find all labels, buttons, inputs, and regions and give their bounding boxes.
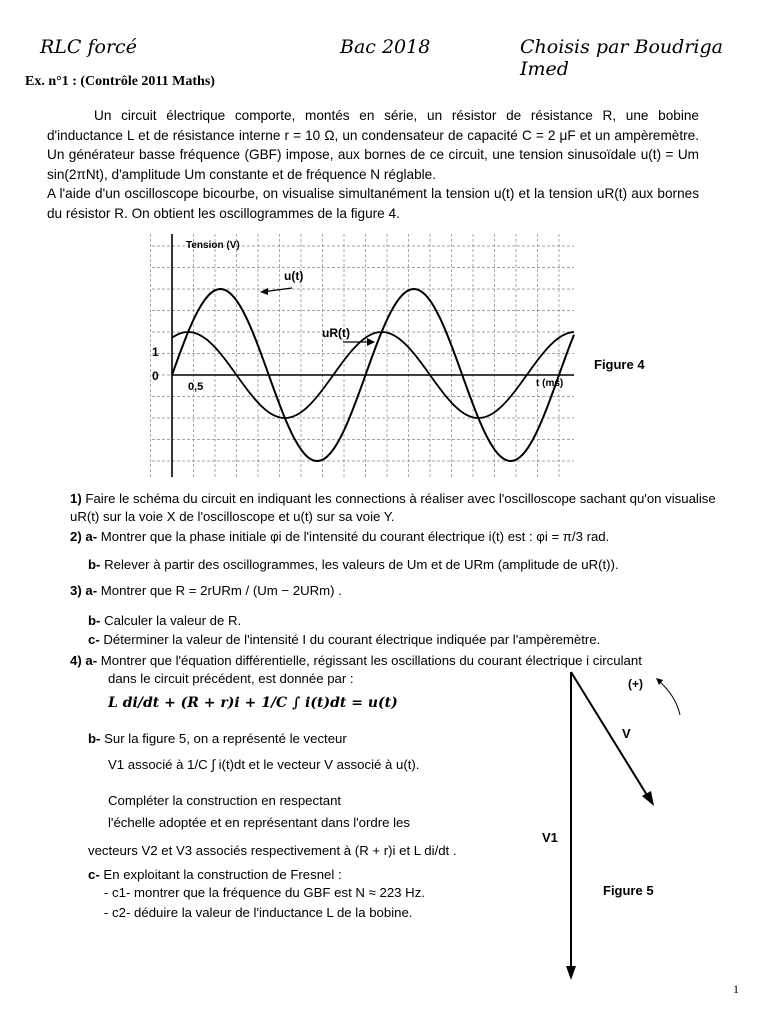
header-year: Bac 2018 (340, 36, 431, 58)
question-4b: b- Sur la figure 5, on a représenté le vecteur (88, 731, 347, 746)
vector-v-head (642, 791, 654, 806)
figure4-oscillogram (140, 222, 580, 484)
label-u: u(t) (284, 269, 304, 283)
q4b-text-2: V1 associé à 1/C ∫ i(t)dt et le vecteur V associé à u(t). (108, 757, 420, 772)
question-3c: c- Déterminer la valeur de l'intensité I du courant électrique indiquée par l'ampèremètre. (88, 632, 601, 647)
q4c1-text: - c1- montrer que la fréquence du GBF est N ≈ 223 Hz. (104, 885, 425, 900)
q3b-text: Calculer la valeur de R. (104, 613, 242, 628)
q2b-text: Relever à partir des oscillogrammes, les valeurs de Um et de URm (amplitude de uR(t)). (104, 557, 619, 572)
q4b-text-4: l'échelle adoptée et en représentant dans l'ordre les (108, 815, 410, 830)
arrow-uR-head (367, 338, 375, 346)
header-topic: RLC forcé (40, 36, 137, 58)
tick-x: 0,5 (188, 381, 204, 393)
figure5-vectors (530, 660, 730, 990)
x-axis-label: t (ms) (536, 378, 564, 389)
vector-v1-head (566, 966, 576, 980)
q4a-equation: L di/dt + (R + r)i + 1/C ∫ i(t)dt = u(t) (108, 695, 398, 711)
q3a-text: Montrer que R = 2rURm / (Um − 2URm) . (100, 583, 342, 598)
intro-text-2: A l'aide d'un oscilloscope bicourbe, on visualise simultanément la tension u(t) et la tension uR(t) aux bornes du résistor R. On obtient les oscillogrammes de la figure 4. (47, 186, 699, 221)
question-3b: b- Calculer la valeur de R. (88, 613, 242, 628)
vector-v (571, 672, 650, 800)
intro-paragraph (47, 106, 699, 223)
figure5-caption: Figure 5 (603, 883, 654, 898)
positive-direction-arc (658, 680, 680, 715)
v1-label: V1 (542, 830, 558, 845)
question-1: 1) Faire le schéma du circuit en indiquant les connections à réaliser avec l'oscilloscope sachant qu'on visualise uR(t) sur la voie X de l'oscilloscope et u(t) sur sa voie Y. (70, 491, 716, 524)
q4b-text-5: vecteurs V2 et V3 associés respectivement à (R + r)i et L di/dt . (88, 843, 457, 858)
y-axis-label: Tension (V) (186, 240, 240, 251)
intro-text-1: Un circuit électrique comporte, montés en série, un résistor de résistance R, une bobine d'inductance L et de résistance interne r = 10 Ω, un condensateur de capacité C = 2 μF et un ampèremètre. Un générateur basse fréquence (GBF) impose, aux bornes de ce circuit, une tension sinusoïdale u(t) = Um sin(2πNt), d'amplitude Um constante et de fréquence N réglable. (47, 108, 699, 182)
plus-label: (+) (628, 677, 643, 691)
q2a-text: Montrer que la phase initiale φi de l'intensité du courant électrique i(t) est : φi = π/3 rad. (100, 529, 610, 544)
q1-text: Faire le schéma du circuit en indiquant les connections à réaliser avec l'oscilloscope sachant qu'on visualise uR(t) sur la voie X de l'oscilloscope et u(t) sur sa voie Y. (70, 491, 716, 524)
page-number: 1 (733, 982, 739, 996)
q3c-text: Déterminer la valeur de l'intensité I du courant électrique indiquée par l'ampèremètre. (103, 632, 601, 647)
question-2a: 2) a- Montrer que la phase initiale φi de l'intensité du courant électrique i(t) est : φi = π/3 rad. (70, 529, 610, 544)
q4b-text-3: Compléter la construction en respectant (108, 793, 342, 808)
question-4a: 4) a- Montrer que l'équation différentielle, régissant les oscillations du courant électrique i circulant (70, 653, 642, 668)
question-4c: c- En exploitant la construction de Fresnel : (88, 867, 342, 882)
q4c-text: En exploitant la construction de Fresnel : (103, 867, 342, 882)
question-2b: b- Relever à partir des oscillogrammes, les valeurs de Um et de URm (amplitude de uR(t)). (88, 557, 619, 572)
q4a-text-2: dans le circuit précédent, est donnée par : (108, 671, 354, 686)
label-uR: uR(t) (322, 326, 350, 340)
oscillogram-grid (151, 234, 575, 477)
question-3a: 3) a- Montrer que R = 2rURm / (Um − 2URm) . (70, 583, 342, 598)
exercise-title: Ex. n°1 : (Contrôle 2011 Maths) (25, 74, 215, 89)
q4a-text-1: Montrer que l'équation différentielle, régissant les oscillations du courant électrique i circulant (100, 653, 642, 668)
figure4-caption: Figure 4 (594, 357, 645, 372)
header-author: Choisis par Boudriga Imed (520, 36, 723, 80)
q4b-text-1: Sur la figure 5, on a représenté le vecteur (104, 731, 347, 746)
v-label: V (622, 726, 631, 741)
q4c2-text: - c2- déduire la valeur de l'inductance L de la bobine. (104, 905, 413, 920)
tick-zero: 0 (152, 369, 159, 383)
tick-one: 1 (152, 345, 159, 359)
